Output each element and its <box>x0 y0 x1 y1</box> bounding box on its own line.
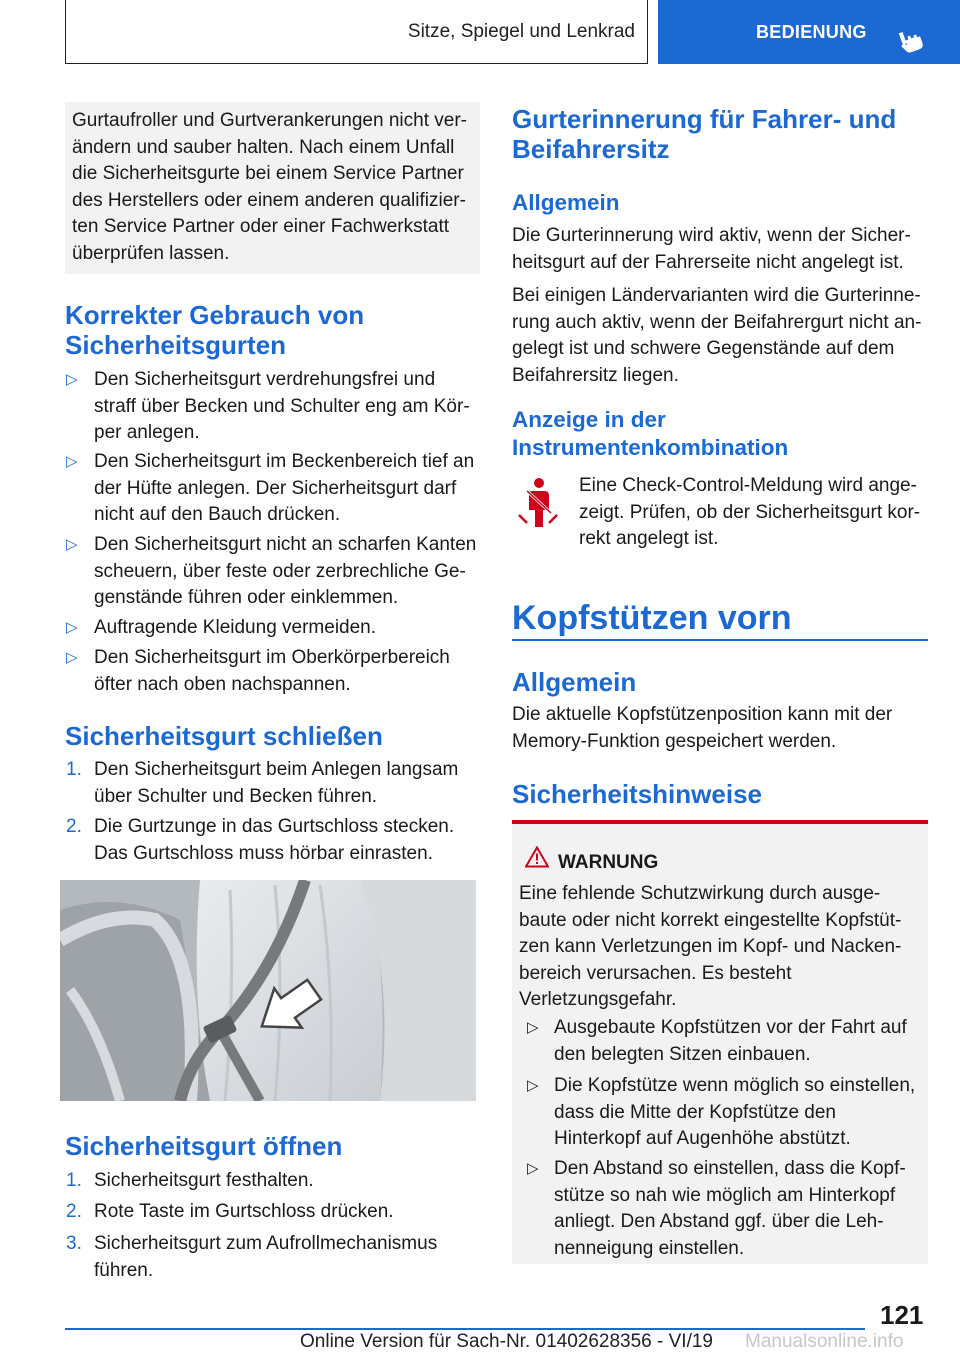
step-number: 2. <box>66 1201 82 1222</box>
warning-label: WARNUNG <box>558 852 659 873</box>
triangle-bullet-icon: ▷ <box>527 1077 539 1094</box>
display-heading: Anzeige in der Instrumentenkombination <box>512 407 789 460</box>
list-item <box>66 449 480 529</box>
step-number: 2. <box>66 816 82 837</box>
notice-box <box>65 102 480 274</box>
display-text: Eine Check-Control-Meldung wird angezeigt. Prüfen, ob der Sicherheitsgurt korrekt angelegt ist. <box>579 475 921 549</box>
triangle-bullet-icon: ▷ <box>66 371 78 388</box>
headrests-general-text: Die aktuelle Kopfstützenposition kann mit der Memory-Funktion gespeichert werden. <box>512 704 893 752</box>
step-number: 1. <box>66 1170 82 1191</box>
step-text: Rote Taste im Gurtschloss drücken. <box>94 1201 394 1222</box>
step-item <box>66 1168 480 1195</box>
triangle-bullet-icon: ▷ <box>66 536 78 553</box>
step-number: 1. <box>66 759 82 780</box>
step-text: Den Sicherheitsgurt beim Anlegen langsam über Schulter und Becken führen. <box>94 759 459 807</box>
online-version-text: Online Version für Sach-Nr. 01402628356 - VI/19 <box>300 1331 713 1352</box>
close-belt-heading: Sicherheitsgurt schließen <box>65 721 383 751</box>
triangle-bullet-icon: ▷ <box>66 453 78 470</box>
correct-use-heading: Korrekter Gebrauch von Sicherheitsgurten <box>65 300 365 360</box>
list-item <box>66 532 480 612</box>
reminder-heading: Gurterinnerung für Fahrer- und Beifahrersitz <box>512 104 897 164</box>
warning-list-item <box>527 1015 922 1068</box>
watermark-text: Manualsonline.info <box>745 1331 904 1352</box>
footer-rule <box>65 1328 865 1330</box>
list-item-text: Den Sicherheitsgurt verdrehungsfrei und straff über Becken und Schulter eng am Körper anlegen. <box>94 369 470 443</box>
page-number: 121 <box>880 1300 924 1330</box>
list-item-text: Auftragende Kleidung vermeiden. <box>94 617 377 638</box>
warning-list-item-text: Ausgebaute Kopfstützen vor der Fahrt auf den belegten Sitzen einbauen. <box>554 1017 907 1065</box>
headrests-heading: Kopfstützen vorn <box>512 599 792 637</box>
triangle-bullet-icon: ▷ <box>527 1160 539 1177</box>
open-belt-heading: Sicherheitsgurt öffnen <box>65 1131 343 1161</box>
reminder-general-p1: Die Gurterinnerung wird aktiv, wenn der Sicherheitsgurt auf der Fahrerseite nicht angelegt ist. <box>512 225 911 273</box>
warning-triangle-icon <box>525 846 549 868</box>
section-title: BEDIENUNG <box>756 21 867 42</box>
step-item <box>66 814 480 867</box>
list-item-text: Den Sicherheitsgurt nicht an scharfen Kanten scheuern, über feste oder zerbrechliche Gegenstände führen oder einklemmen. <box>94 534 477 608</box>
warning-list-item <box>527 1073 922 1153</box>
chapter-header <box>65 0 648 64</box>
reminder-general-heading: Allgemein <box>512 190 620 215</box>
list-item <box>66 645 480 698</box>
seatbelt-warning-icon <box>515 477 561 529</box>
list-item <box>66 615 480 642</box>
step-text: Die Gurtzunge in das Gurtschloss stecken. Das Gurtschloss muss hörbar einrasten. <box>94 816 455 864</box>
warning-list-item-text: Die Kopfstütze wenn möglich so einstellen, dass die Mitte der Kopfstütze den Hinterkopf auf Augenhöhe abstützt. <box>554 1075 916 1149</box>
warning-list-item-text: Den Abstand so einstellen, dass die Kopfstütze so nah wie möglich am Hinterkopf anliegt. Den Abstand ggf. über die Lehnenneigung einstellen. <box>554 1158 906 1259</box>
warning-text: Eine fehlende Schutzwirkung durch ausgebaute oder nicht korrekt eingestellte Kopfstützen kann Verletzungen im Kopf- und Nackenbereich verursachen. Es besteht Verletzungsgefahr. <box>519 883 902 1010</box>
seat-belt-illustration <box>60 880 476 1101</box>
step-text: Sicherheitsgurt zum Aufrollmechanismus führen. <box>94 1233 438 1281</box>
warning-list-item <box>527 1156 922 1262</box>
headrests-general-heading: Allgemein <box>512 667 637 697</box>
list-item-text: Den Sicherheitsgurt im Beckenbereich tief an der Hüfte anlegen. Der Sicherheitsgurt darf nicht auf den Bauch drücken. <box>94 451 475 525</box>
reminder-general-p2: Bei einigen Ländervarianten wird die Gurterinnerung auch aktiv, wenn der Beifahrergurt nicht angelegt ist und schwere Gegenstände auf dem Beifahrersitz liegen. <box>512 285 922 386</box>
list-item <box>66 367 480 447</box>
headrests-rule <box>512 639 928 641</box>
step-item <box>66 757 480 810</box>
safety-heading: Sicherheitshinweise <box>512 779 762 809</box>
triangle-bullet-icon: ▷ <box>66 649 78 666</box>
notice-text: Gurtaufroller und Gurtverankerungen nicht verändern und sauber halten. Nach einem Unfall die Sicherheitsgurte bei einem Service Partner des Herstellers oder einem anderen qualifizierten Service Partner oder einer Fachwerkstatt überprüfen lassen. <box>72 110 467 264</box>
pointing-hand-icon <box>897 28 923 54</box>
chapter-title: Sitze, Spiegel und Lenkrad <box>407 20 635 42</box>
triangle-bullet-icon: ▷ <box>66 619 78 636</box>
step-item <box>66 1231 480 1284</box>
list-item-text: Den Sicherheitsgurt im Oberkörperbereich öfter nach oben nachspannen. <box>94 647 450 695</box>
warning-box <box>512 820 928 1264</box>
triangle-bullet-icon: ▷ <box>527 1019 539 1036</box>
step-item <box>66 1199 480 1226</box>
step-text: Sicherheitsgurt festhalten. <box>94 1170 314 1191</box>
step-number: 3. <box>66 1233 82 1254</box>
